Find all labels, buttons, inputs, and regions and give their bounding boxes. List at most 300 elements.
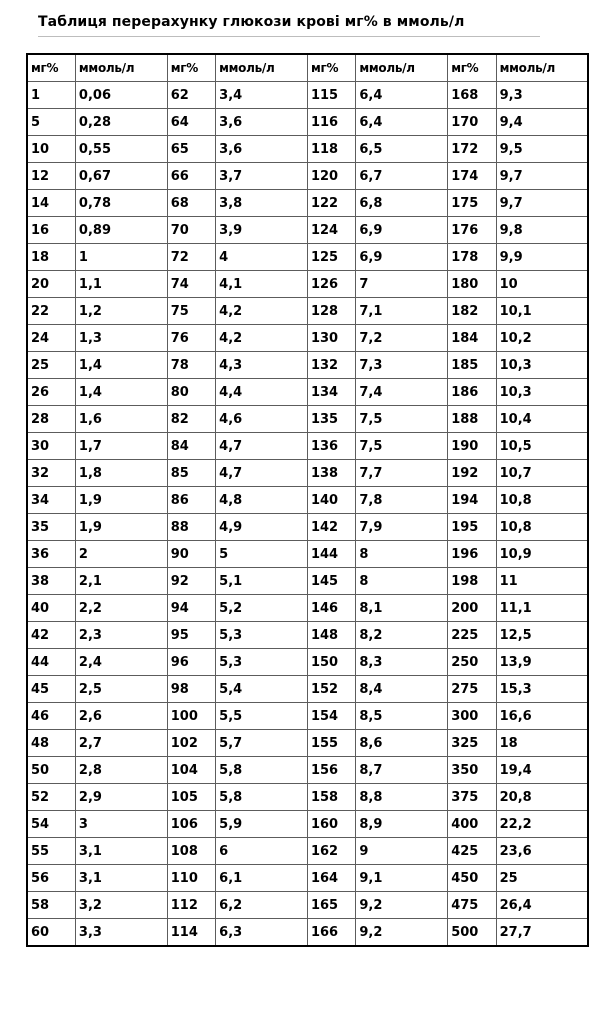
cell-mg: 154 <box>307 703 355 730</box>
cell-mg: 178 <box>448 244 496 271</box>
cell-mmol: 8,8 <box>356 784 448 811</box>
cell-mmol: 27,7 <box>496 919 588 947</box>
cell-mmol: 7,5 <box>356 406 448 433</box>
cell-mg: 24 <box>27 325 75 352</box>
table-row <box>27 865 588 892</box>
cell-mg: 22 <box>27 298 75 325</box>
cell-mmol: 10,1 <box>496 298 588 325</box>
cell-mmol: 9,5 <box>496 136 588 163</box>
cell-mg: 325 <box>448 730 496 757</box>
cell-mmol: 9,7 <box>496 163 588 190</box>
table-body <box>27 82 588 947</box>
cell-mmol: 9,3 <box>496 82 588 109</box>
cell-mg: 116 <box>307 109 355 136</box>
cell-mg: 58 <box>27 892 75 919</box>
cell-mg: 50 <box>27 757 75 784</box>
cell-mmol: 2,9 <box>75 784 167 811</box>
cell-mg: 126 <box>307 271 355 298</box>
cell-mg: 10 <box>27 136 75 163</box>
cell-mmol: 1,2 <box>75 298 167 325</box>
cell-mmol: 3,8 <box>216 190 308 217</box>
cell-mmol: 7,7 <box>356 460 448 487</box>
cell-mmol: 5,8 <box>216 784 308 811</box>
cell-mmol: 11 <box>496 568 588 595</box>
cell-mg: 190 <box>448 433 496 460</box>
cell-mmol: 8,3 <box>356 649 448 676</box>
cell-mmol: 8 <box>356 568 448 595</box>
cell-mg: 172 <box>448 136 496 163</box>
cell-mg: 165 <box>307 892 355 919</box>
table-row <box>27 352 588 379</box>
cell-mmol: 15,3 <box>496 676 588 703</box>
cell-mg: 80 <box>167 379 215 406</box>
cell-mg: 75 <box>167 298 215 325</box>
cell-mmol: 4,7 <box>216 460 308 487</box>
cell-mmol: 12,5 <box>496 622 588 649</box>
table-row <box>27 649 588 676</box>
cell-mmol: 2,3 <box>75 622 167 649</box>
table-row <box>27 811 588 838</box>
cell-mmol: 4,4 <box>216 379 308 406</box>
cell-mg: 98 <box>167 676 215 703</box>
cell-mmol: 3,1 <box>75 865 167 892</box>
cell-mmol: 8,6 <box>356 730 448 757</box>
cell-mmol: 2,6 <box>75 703 167 730</box>
cell-mmol: 0,89 <box>75 217 167 244</box>
table-row <box>27 838 588 865</box>
table-row <box>27 460 588 487</box>
cell-mmol: 7,9 <box>356 514 448 541</box>
cell-mg: 158 <box>307 784 355 811</box>
cell-mmol: 0,78 <box>75 190 167 217</box>
cell-mg: 176 <box>448 217 496 244</box>
cell-mg: 142 <box>307 514 355 541</box>
cell-mmol: 9,8 <box>496 217 588 244</box>
cell-mg: 82 <box>167 406 215 433</box>
table-row <box>27 271 588 298</box>
cell-mg: 105 <box>167 784 215 811</box>
cell-mmol: 0,28 <box>75 109 167 136</box>
table-row <box>27 595 588 622</box>
table-row <box>27 703 588 730</box>
cell-mg: 134 <box>307 379 355 406</box>
cell-mg: 196 <box>448 541 496 568</box>
table-row <box>27 433 588 460</box>
cell-mg: 108 <box>167 838 215 865</box>
cell-mmol: 1,1 <box>75 271 167 298</box>
cell-mmol: 9,7 <box>496 190 588 217</box>
cell-mg: 146 <box>307 595 355 622</box>
cell-mg: 40 <box>27 595 75 622</box>
cell-mg: 144 <box>307 541 355 568</box>
cell-mg: 86 <box>167 487 215 514</box>
table-row <box>27 784 588 811</box>
cell-mmol: 4,7 <box>216 433 308 460</box>
cell-mg: 70 <box>167 217 215 244</box>
cell-mg: 192 <box>448 460 496 487</box>
cell-mmol: 1,7 <box>75 433 167 460</box>
cell-mg: 160 <box>307 811 355 838</box>
table-row <box>27 568 588 595</box>
table-row <box>27 892 588 919</box>
cell-mg: 200 <box>448 595 496 622</box>
cell-mmol: 5,2 <box>216 595 308 622</box>
cell-mg: 85 <box>167 460 215 487</box>
cell-mmol: 5,3 <box>216 649 308 676</box>
cell-mmol: 6,9 <box>356 244 448 271</box>
cell-mmol: 3,4 <box>216 82 308 109</box>
cell-mmol: 10,8 <box>496 514 588 541</box>
cell-mmol: 9,2 <box>356 919 448 947</box>
cell-mmol: 9,4 <box>496 109 588 136</box>
cell-mg: 140 <box>307 487 355 514</box>
cell-mg: 138 <box>307 460 355 487</box>
cell-mg: 425 <box>448 838 496 865</box>
cell-mg: 114 <box>167 919 215 947</box>
cell-mg: 35 <box>27 514 75 541</box>
cell-mmol: 3,6 <box>216 109 308 136</box>
cell-mg: 164 <box>307 865 355 892</box>
table-row <box>27 82 588 109</box>
cell-mg: 225 <box>448 622 496 649</box>
cell-mg: 102 <box>167 730 215 757</box>
table-row <box>27 541 588 568</box>
cell-mg: 198 <box>448 568 496 595</box>
cell-mmol: 6,4 <box>356 109 448 136</box>
cell-mmol: 6 <box>216 838 308 865</box>
cell-mmol: 1,4 <box>75 352 167 379</box>
cell-mmol: 5,3 <box>216 622 308 649</box>
cell-mg: 100 <box>167 703 215 730</box>
cell-mmol: 7,4 <box>356 379 448 406</box>
cell-mmol: 20,8 <box>496 784 588 811</box>
cell-mmol: 2,8 <box>75 757 167 784</box>
cell-mg: 88 <box>167 514 215 541</box>
cell-mmol: 8,1 <box>356 595 448 622</box>
cell-mmol: 8,4 <box>356 676 448 703</box>
cell-mmol: 9,1 <box>356 865 448 892</box>
cell-mg: 90 <box>167 541 215 568</box>
cell-mg: 14 <box>27 190 75 217</box>
table-row <box>27 514 588 541</box>
cell-mg: 60 <box>27 919 75 947</box>
cell-mg: 56 <box>27 865 75 892</box>
cell-mg: 145 <box>307 568 355 595</box>
cell-mg: 168 <box>448 82 496 109</box>
cell-mmol: 3 <box>75 811 167 838</box>
cell-mmol: 1,4 <box>75 379 167 406</box>
cell-mg: 36 <box>27 541 75 568</box>
cell-mmol: 4,1 <box>216 271 308 298</box>
table-row <box>27 919 588 947</box>
cell-mmol: 22,2 <box>496 811 588 838</box>
cell-mmol: 1,9 <box>75 487 167 514</box>
table-row <box>27 730 588 757</box>
cell-mg: 74 <box>167 271 215 298</box>
table-row <box>27 757 588 784</box>
cell-mmol: 10,7 <box>496 460 588 487</box>
cell-mmol: 10,9 <box>496 541 588 568</box>
cell-mg: 20 <box>27 271 75 298</box>
cell-mg: 250 <box>448 649 496 676</box>
cell-mg: 18 <box>27 244 75 271</box>
cell-mmol: 3,9 <box>216 217 308 244</box>
cell-mg: 500 <box>448 919 496 947</box>
cell-mg: 130 <box>307 325 355 352</box>
header-mmol: ммоль/л <box>356 54 448 82</box>
cell-mmol: 3,7 <box>216 163 308 190</box>
cell-mmol: 4 <box>216 244 308 271</box>
cell-mmol: 10,8 <box>496 487 588 514</box>
cell-mmol: 7 <box>356 271 448 298</box>
cell-mg: 66 <box>167 163 215 190</box>
header-mmol: ммоль/л <box>216 54 308 82</box>
cell-mmol: 4,2 <box>216 325 308 352</box>
cell-mg: 136 <box>307 433 355 460</box>
cell-mg: 124 <box>307 217 355 244</box>
cell-mmol: 4,2 <box>216 298 308 325</box>
cell-mg: 65 <box>167 136 215 163</box>
cell-mmol: 6,5 <box>356 136 448 163</box>
cell-mmol: 18 <box>496 730 588 757</box>
cell-mmol: 0,55 <box>75 136 167 163</box>
cell-mg: 186 <box>448 379 496 406</box>
header-mg: мг% <box>307 54 355 82</box>
table-row <box>27 190 588 217</box>
cell-mg: 174 <box>448 163 496 190</box>
cell-mg: 54 <box>27 811 75 838</box>
cell-mmol: 2,4 <box>75 649 167 676</box>
cell-mmol: 10,5 <box>496 433 588 460</box>
cell-mmol: 6,2 <box>216 892 308 919</box>
cell-mmol: 11,1 <box>496 595 588 622</box>
cell-mmol: 5,4 <box>216 676 308 703</box>
cell-mmol: 8,9 <box>356 811 448 838</box>
cell-mmol: 3,2 <box>75 892 167 919</box>
cell-mg: 55 <box>27 838 75 865</box>
cell-mg: 132 <box>307 352 355 379</box>
cell-mg: 300 <box>448 703 496 730</box>
cell-mg: 128 <box>307 298 355 325</box>
cell-mmol: 8,7 <box>356 757 448 784</box>
cell-mmol: 6,7 <box>356 163 448 190</box>
cell-mmol: 7,2 <box>356 325 448 352</box>
cell-mmol: 2 <box>75 541 167 568</box>
cell-mmol: 1,9 <box>75 514 167 541</box>
table-row <box>27 622 588 649</box>
cell-mg: 166 <box>307 919 355 947</box>
cell-mg: 184 <box>448 325 496 352</box>
cell-mmol: 1 <box>75 244 167 271</box>
cell-mmol: 2,1 <box>75 568 167 595</box>
cell-mmol: 16,6 <box>496 703 588 730</box>
conversion-table <box>26 53 589 947</box>
cell-mmol: 19,4 <box>496 757 588 784</box>
cell-mg: 95 <box>167 622 215 649</box>
cell-mmol: 6,3 <box>216 919 308 947</box>
cell-mmol: 4,6 <box>216 406 308 433</box>
header-mg: мг% <box>167 54 215 82</box>
header-row <box>27 54 588 82</box>
cell-mg: 195 <box>448 514 496 541</box>
table-row <box>27 244 588 271</box>
cell-mg: 375 <box>448 784 496 811</box>
cell-mg: 118 <box>307 136 355 163</box>
header-mmol: ммоль/л <box>496 54 588 82</box>
cell-mg: 62 <box>167 82 215 109</box>
cell-mg: 104 <box>167 757 215 784</box>
cell-mmol: 5,7 <box>216 730 308 757</box>
cell-mg: 475 <box>448 892 496 919</box>
cell-mmol: 10 <box>496 271 588 298</box>
cell-mmol: 1,3 <box>75 325 167 352</box>
cell-mmol: 5,5 <box>216 703 308 730</box>
cell-mg: 46 <box>27 703 75 730</box>
cell-mg: 48 <box>27 730 75 757</box>
cell-mg: 175 <box>448 190 496 217</box>
cell-mg: 52 <box>27 784 75 811</box>
cell-mmol: 25 <box>496 865 588 892</box>
cell-mmol: 5,9 <box>216 811 308 838</box>
cell-mg: 34 <box>27 487 75 514</box>
page-title: Таблиця перерахунку глюкози крові мг% в ммоль/л <box>38 14 465 30</box>
cell-mmol: 3,3 <box>75 919 167 947</box>
cell-mg: 185 <box>448 352 496 379</box>
cell-mmol: 23,6 <box>496 838 588 865</box>
cell-mg: 44 <box>27 649 75 676</box>
cell-mg: 152 <box>307 676 355 703</box>
cell-mg: 28 <box>27 406 75 433</box>
cell-mmol: 10,3 <box>496 352 588 379</box>
title-divider <box>38 36 540 37</box>
cell-mg: 26 <box>27 379 75 406</box>
cell-mg: 45 <box>27 676 75 703</box>
cell-mmol: 9,2 <box>356 892 448 919</box>
cell-mg: 115 <box>307 82 355 109</box>
table-row <box>27 109 588 136</box>
cell-mmol: 9,9 <box>496 244 588 271</box>
cell-mmol: 7,5 <box>356 433 448 460</box>
cell-mg: 188 <box>448 406 496 433</box>
cell-mmol: 3,1 <box>75 838 167 865</box>
cell-mg: 5 <box>27 109 75 136</box>
cell-mg: 76 <box>167 325 215 352</box>
table-row <box>27 487 588 514</box>
cell-mmol: 9 <box>356 838 448 865</box>
header-mmol: ммоль/л <box>75 54 167 82</box>
table-row <box>27 379 588 406</box>
cell-mg: 42 <box>27 622 75 649</box>
cell-mmol: 4,8 <box>216 487 308 514</box>
cell-mmol: 8,5 <box>356 703 448 730</box>
cell-mmol: 26,4 <box>496 892 588 919</box>
cell-mg: 112 <box>167 892 215 919</box>
table-row <box>27 298 588 325</box>
cell-mg: 94 <box>167 595 215 622</box>
cell-mg: 25 <box>27 352 75 379</box>
cell-mg: 110 <box>167 865 215 892</box>
cell-mg: 125 <box>307 244 355 271</box>
cell-mmol: 4,3 <box>216 352 308 379</box>
cell-mmol: 0,06 <box>75 82 167 109</box>
cell-mg: 30 <box>27 433 75 460</box>
cell-mmol: 5 <box>216 541 308 568</box>
cell-mmol: 8 <box>356 541 448 568</box>
cell-mg: 122 <box>307 190 355 217</box>
cell-mmol: 2,5 <box>75 676 167 703</box>
cell-mmol: 10,2 <box>496 325 588 352</box>
cell-mg: 92 <box>167 568 215 595</box>
cell-mmol: 4,9 <box>216 514 308 541</box>
cell-mg: 96 <box>167 649 215 676</box>
cell-mmol: 0,67 <box>75 163 167 190</box>
cell-mg: 84 <box>167 433 215 460</box>
cell-mmol: 3,6 <box>216 136 308 163</box>
cell-mg: 148 <box>307 622 355 649</box>
cell-mg: 162 <box>307 838 355 865</box>
cell-mmol: 6,8 <box>356 190 448 217</box>
cell-mmol: 6,1 <box>216 865 308 892</box>
cell-mg: 150 <box>307 649 355 676</box>
table-row <box>27 325 588 352</box>
cell-mmol: 6,9 <box>356 217 448 244</box>
cell-mmol: 10,4 <box>496 406 588 433</box>
header-mg: мг% <box>448 54 496 82</box>
cell-mg: 156 <box>307 757 355 784</box>
cell-mmol: 1,8 <box>75 460 167 487</box>
table-row <box>27 406 588 433</box>
table-row <box>27 676 588 703</box>
cell-mg: 32 <box>27 460 75 487</box>
cell-mg: 16 <box>27 217 75 244</box>
cell-mmol: 5,1 <box>216 568 308 595</box>
table-row <box>27 217 588 244</box>
cell-mg: 170 <box>448 109 496 136</box>
cell-mg: 68 <box>167 190 215 217</box>
header-mg: мг% <box>27 54 75 82</box>
cell-mmol: 7,3 <box>356 352 448 379</box>
cell-mg: 180 <box>448 271 496 298</box>
cell-mg: 350 <box>448 757 496 784</box>
cell-mg: 135 <box>307 406 355 433</box>
cell-mg: 194 <box>448 487 496 514</box>
table-row <box>27 163 588 190</box>
cell-mmol: 7,8 <box>356 487 448 514</box>
cell-mg: 120 <box>307 163 355 190</box>
cell-mg: 275 <box>448 676 496 703</box>
cell-mg: 400 <box>448 811 496 838</box>
cell-mg: 38 <box>27 568 75 595</box>
table-row <box>27 136 588 163</box>
cell-mg: 106 <box>167 811 215 838</box>
cell-mg: 182 <box>448 298 496 325</box>
cell-mg: 12 <box>27 163 75 190</box>
cell-mg: 450 <box>448 865 496 892</box>
cell-mmol: 6,4 <box>356 82 448 109</box>
cell-mmol: 2,2 <box>75 595 167 622</box>
cell-mg: 64 <box>167 109 215 136</box>
cell-mmol: 1,6 <box>75 406 167 433</box>
cell-mg: 1 <box>27 82 75 109</box>
cell-mmol: 8,2 <box>356 622 448 649</box>
cell-mmol: 10,3 <box>496 379 588 406</box>
cell-mg: 78 <box>167 352 215 379</box>
cell-mmol: 13,9 <box>496 649 588 676</box>
cell-mg: 155 <box>307 730 355 757</box>
cell-mmol: 5,8 <box>216 757 308 784</box>
cell-mg: 72 <box>167 244 215 271</box>
cell-mmol: 7,1 <box>356 298 448 325</box>
